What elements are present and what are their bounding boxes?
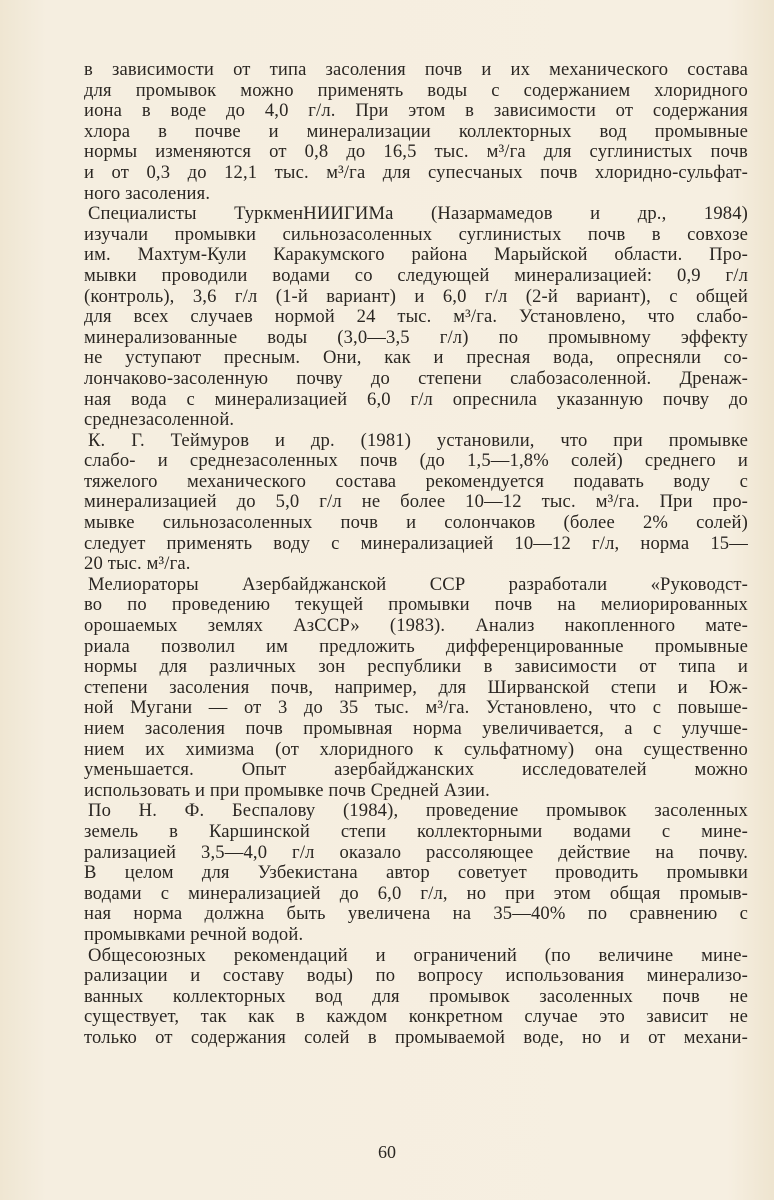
text-line: К. Г. Теймуров и др. (1981) установили, что при промывке [88,430,748,451]
text-line: нормы изменяются от 0,8 до 16,5 тыс. м³/га для суглинистых почв [84,142,748,163]
paragraph [84,204,748,431]
paragraph [84,946,748,1049]
text-line: минерализованные воды (3,0—3,5 г/л) по промывному эффекту [84,327,748,348]
text-line: ного засоления. [84,183,211,204]
text-line: ной Мугани — от 3 до 35 тыс. м³/га. Установлено, что с повыше- [84,698,748,719]
text-line: использовать и при промывке почв Средней Азии. [84,780,490,801]
text-line: следует применять воду с минерализацией 10—12 г/л, норма 15— [84,533,748,554]
text-line: только от содержания солей в промываемой воде, но и от механи- [84,1027,748,1048]
text-line: Мелиораторы Азербайджанской ССР разработали «Руководст- [88,574,748,595]
text-line: существует, так как в каждом конкретном случае это зависит не [84,1007,748,1028]
text-line: минерализацией до 5,0 г/л не более 10—12 тыс. м³/га. При про- [84,492,748,513]
text-line: ная вода с минерализацией 6,0 г/л опреснила указанную почву до [84,389,748,410]
text-line: нормы для различных зон республики в зависимости от типа и [84,657,748,678]
text-line: степени засоления почв, например, для Ширванской степи и Юж- [84,677,748,698]
text-line: в зависимости от типа засоления почв и их механического состава [84,60,748,80]
text-line: нием засоления почв промывная норма увеличивается, а с улучше- [84,719,748,739]
text-line: изучали промывки сильнозасоленных суглинистых почв в совхозе [84,224,748,245]
text-line: ванных коллекторных вод для промывок засоленных почв не [84,986,748,1007]
text-line: Специалисты ТуркменНИИГИМа (Назармамедов и др., 1984) [88,204,748,225]
text-line: орошаемых землях АзССР» (1983). Анализ накопленного мате- [84,616,748,637]
text-line: В целом для Узбекистана автор советует проводить промывки [84,863,748,884]
text-line: земель в Каршинской степи коллекторными водами с мине- [84,821,748,842]
text-line: среднезасоленной. [84,410,235,431]
text-line: не уступают пресным. Они, как и пресная вода, опресняли со- [84,348,748,369]
text-line: тяжелого механического состава рекомендуется подавать воду с [84,471,748,492]
text-line: рализацией 3,5—4,0 г/л оказало рассоляющее действие на почву. [84,842,748,863]
text-line: во по проведению текущей промывки почв на мелиорированных [84,595,748,616]
text-line: Общесоюзных рекомендаций и ограничений (по величине мине- [88,945,748,966]
text-line: хлора в почве и минерализации коллекторных вод промывные [84,121,748,142]
text-line: ная норма должна быть увеличена на 35—40% по сравнению с [84,904,748,925]
text-line: им. Махтум-Кули Каракумского района Марыйской области. Про- [84,245,748,266]
paragraph [84,801,748,945]
paragraph [84,575,748,802]
text-line: мывки проводили водами со следующей минерализацией: 0,9 г/л [84,265,748,286]
paragraph [84,60,748,204]
paragraph [84,431,748,575]
text-line: (контроль), 3,6 г/л (1-й вариант) и 6,0 г/л (2-й вариант), с общей [84,286,748,307]
text-line: для промывок можно применять воды с содержанием хлоридного [84,80,748,101]
text-line: слабо- и среднезасоленных почв (до 1,5—1,8% солей) среднего и [84,451,748,472]
text-line: иона в воде до 4,0 г/л. При этом в зависимости от содержания [84,101,748,122]
body-text [84,60,748,1049]
text-line: 20 тыс. м³/га. [84,554,191,575]
text-line: По Н. Ф. Беспалову (1984), проведение промывок засоленных [88,801,748,822]
text-line: мывке сильнозасоленных почв и солончаков (более 2% солей) [84,513,748,534]
text-line: и от 0,3 до 12,1 тыс. м³/га для супесчаных почв хлоридно-сульфат- [84,162,748,183]
text-line: промывками речной водой. [84,924,304,945]
text-line: риала позволил им предложить дифференцированные промывные [84,636,748,657]
page-number: 60 [378,1142,396,1162]
text-line: нием их химизма (от хлоридного к сульфатному) она существенно [84,739,748,760]
text-line: для всех случаев нормой 24 тыс. м³/га. Установлено, что слабо- [84,307,748,328]
text-line: уменьшается. Опыт азербайджанских исследователей можно [84,760,748,781]
text-line: водами с минерализацией до 6,0 г/л, но при этом общая промыв- [84,883,748,904]
text-line: лончаково-засоленную почву до степени слабозасоленной. Дренаж- [84,368,748,389]
text-line: рализации и составу воды) по вопросу использования минерализо- [84,966,748,987]
